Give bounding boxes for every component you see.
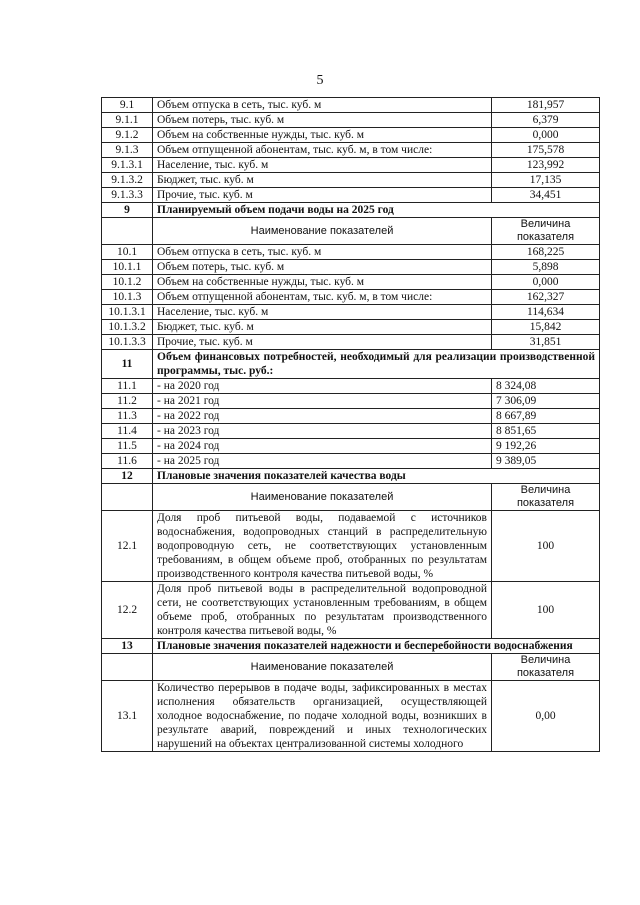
row-number: 11.2 (102, 394, 153, 409)
row-number: 11.6 (102, 454, 153, 469)
section-title: Планируемый объем подачи воды на 2025 год (153, 203, 600, 218)
table-row (102, 379, 600, 394)
table-row (102, 128, 600, 143)
row-name: Объем отпуска в сеть, тыс. куб. м (153, 245, 492, 260)
row-number: 9.1.1 (102, 113, 153, 128)
row-value: 0,00 (492, 681, 600, 752)
row-name: Прочие, тыс. куб. м (153, 335, 492, 350)
row-value: 7 306,09 (492, 394, 600, 409)
column-header-value: Величина показателя (492, 218, 600, 245)
section-number: 9 (102, 203, 153, 218)
row-value: 6,379 (492, 113, 600, 128)
row-name: - на 2020 год (153, 379, 492, 394)
section-title: Плановые значения показателей качества воды (153, 469, 600, 484)
row-number: 10.1 (102, 245, 153, 260)
table-row (102, 275, 600, 290)
table-row (102, 320, 600, 335)
row-name: Доля проб питьевой воды, подаваемой с источников водоснабжения, водопроводных станций в распределительную водопроводную сеть, не соответствующих установленным требованиям, в общем объеме проб, отобранных по результатам производственного контроля качества питьевой воды, % (153, 511, 492, 582)
table-row (102, 260, 600, 275)
row-name: - на 2024 год (153, 439, 492, 454)
row-name: Количество перерывов в подаче воды, зафиксированных в местах исполнения обязательств организацией, осуществляющей холодное водоснабжение, по подаче холодной воды, возникших в результате аварий, повреждений и иных технологических нарушений на объектах централизованной системы холодного (153, 681, 492, 752)
row-value: 9 389,05 (492, 454, 600, 469)
row-name: Объем отпущенной абонентам, тыс. куб. м, в том числе: (153, 143, 492, 158)
table-row (102, 290, 600, 305)
row-value: 175,578 (492, 143, 600, 158)
table-row (102, 173, 600, 188)
table-row (102, 681, 600, 752)
row-value: 17,135 (492, 173, 600, 188)
row-number: 9.1.3.2 (102, 173, 153, 188)
row-number: 10.1.3 (102, 290, 153, 305)
row-name: Объем потерь, тыс. куб. м (153, 260, 492, 275)
indicators-table (101, 97, 600, 752)
row-name: Объем потерь, тыс. куб. м (153, 113, 492, 128)
section-title: Объем финансовых потребностей, необходимый для реализации производственной программы, тыс. руб.: (153, 350, 600, 379)
section-heading-row (102, 203, 600, 218)
row-name: - на 2025 год (153, 454, 492, 469)
column-header-row (102, 218, 600, 245)
row-number: 10.1.3.3 (102, 335, 153, 350)
table-row (102, 245, 600, 260)
table-row (102, 335, 600, 350)
row-number: 9.1 (102, 98, 153, 113)
column-header-value: Величина показателя (492, 484, 600, 511)
row-number: 11.3 (102, 409, 153, 424)
row-number: 9.1.3.3 (102, 188, 153, 203)
row-number: 11.4 (102, 424, 153, 439)
section-number: 12 (102, 469, 153, 484)
row-name: Объем на собственные нужды, тыс. куб. м (153, 275, 492, 290)
row-value: 5,898 (492, 260, 600, 275)
row-value: 114,634 (492, 305, 600, 320)
section-number: 11 (102, 350, 153, 379)
row-value: 8 667,89 (492, 409, 600, 424)
row-value: 15,842 (492, 320, 600, 335)
column-header-name: Наименование показателей (153, 654, 492, 681)
section-heading-row (102, 350, 600, 379)
row-name: Прочие, тыс. куб. м (153, 188, 492, 203)
row-number: 11.1 (102, 379, 153, 394)
table-row (102, 394, 600, 409)
column-header-row (102, 654, 600, 681)
table-row (102, 305, 600, 320)
row-name: Доля проб питьевой воды в распределительной водопроводной сети, не соответствующих установленным требованиям, в общем объеме проб, отобранных по результатам производственного контроля качества питьевой воды, % (153, 582, 492, 639)
row-number: 13.1 (102, 681, 153, 752)
row-name: Объем на собственные нужды, тыс. куб. м (153, 128, 492, 143)
table-row (102, 424, 600, 439)
row-value: 31,851 (492, 335, 600, 350)
column-header-name: Наименование показателей (153, 484, 492, 511)
page-number: 5 (316, 73, 324, 88)
row-name: Население, тыс. куб. м (153, 305, 492, 320)
table-row (102, 113, 600, 128)
section-title: Плановые значения показателей надежности и бесперебойности водоснабжения (153, 639, 600, 654)
row-number: 11.5 (102, 439, 153, 454)
table-row (102, 143, 600, 158)
row-number: 9.1.3 (102, 143, 153, 158)
row-number: 9.1.2 (102, 128, 153, 143)
row-value: 8 851,65 (492, 424, 600, 439)
row-name: Объем отпуска в сеть, тыс. куб. м (153, 98, 492, 113)
row-value: 9 192,26 (492, 439, 600, 454)
table-row (102, 439, 600, 454)
table-row (102, 582, 600, 639)
row-number: 12.2 (102, 582, 153, 639)
section-heading-row (102, 639, 600, 654)
column-header-name: Наименование показателей (153, 218, 492, 245)
row-name: Бюджет, тыс. куб. м (153, 173, 492, 188)
column-header-value: Величина показателя (492, 654, 600, 681)
row-value: 100 (492, 511, 600, 582)
row-name: - на 2023 год (153, 424, 492, 439)
table-row (102, 409, 600, 424)
row-value: 0,000 (492, 275, 600, 290)
row-value: 34,451 (492, 188, 600, 203)
row-name: Бюджет, тыс. куб. м (153, 320, 492, 335)
row-value: 0,000 (492, 128, 600, 143)
table-row (102, 158, 600, 173)
row-name: Население, тыс. куб. м (153, 158, 492, 173)
row-value: 8 324,08 (492, 379, 600, 394)
row-value: 123,992 (492, 158, 600, 173)
section-heading-row (102, 469, 600, 484)
table-row (102, 511, 600, 582)
row-number: 12.1 (102, 511, 153, 582)
row-number: 10.1.1 (102, 260, 153, 275)
row-value: 168,225 (492, 245, 600, 260)
column-header-row (102, 484, 600, 511)
row-name: - на 2021 год (153, 394, 492, 409)
row-number: 10.1.2 (102, 275, 153, 290)
row-number: 9.1.3.1 (102, 158, 153, 173)
row-value: 181,957 (492, 98, 600, 113)
row-name: Объем отпущенной абонентам, тыс. куб. м, в том числе: (153, 290, 492, 305)
row-name: - на 2022 год (153, 409, 492, 424)
row-value: 162,327 (492, 290, 600, 305)
table-row (102, 454, 600, 469)
table-row (102, 188, 600, 203)
table-row (102, 98, 600, 113)
section-number: 13 (102, 639, 153, 654)
row-value: 100 (492, 582, 600, 639)
row-number: 10.1.3.1 (102, 305, 153, 320)
row-number: 10.1.3.2 (102, 320, 153, 335)
